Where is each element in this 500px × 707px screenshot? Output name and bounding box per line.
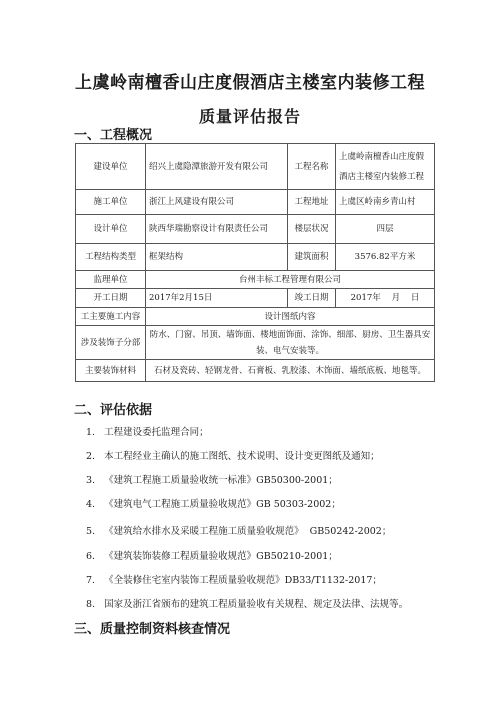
table-cell-label: 建设单位 [76, 144, 146, 190]
section-heading-overview: 一、工程概况 [74, 128, 153, 143]
list-item: 7. 《全装修住宅室内装饰工程质量验收规范》DB33/T1132-2017； [86, 575, 382, 586]
table-cell-label: 主要装饰材料 [76, 360, 146, 382]
table-cell-label: 设计单位 [76, 215, 146, 244]
section-heading-quality-data: 三、质量控制资料核查情况 [74, 622, 231, 637]
table-cell-label: 工程名称 [288, 144, 336, 190]
table-cell-value: 绍兴上虞隐潭旅游开发有限公司 [146, 144, 288, 190]
document-title: 上虞岭南檀香山庄度假酒店主楼室内装修工程 [75, 73, 425, 93]
table-row [76, 244, 435, 271]
table-cell-value: 防水、门窗、吊顶、墙饰面、楼地面饰面、涂饰、细部、厨房、卫生器具安装、电气安装等。 [146, 326, 435, 360]
table-row [76, 326, 435, 360]
table-cell-label: 竣工日期 [288, 289, 336, 308]
table-cell-label: 建筑面积 [288, 244, 336, 271]
table-row [76, 190, 435, 215]
table-cell-value: 陕西华瑞勘察设计有限责任公司 [146, 215, 288, 244]
table-cell-label: 工主要施工内容 [76, 308, 146, 326]
table-row [76, 289, 435, 308]
table-cell-label: 涉及装饰子分部 [76, 326, 146, 360]
table-cell-label: 楼层状况 [288, 215, 336, 244]
table-cell-label: 开工日期 [76, 289, 146, 308]
list-item: 8. 国家及浙江省颁布的建筑工程质量验收有关规程、规定及法律、法规等。 [86, 599, 409, 610]
list-item: 5. 《建筑给水排水及采暖工程施工质量验收规范》 GB50242-2002； [86, 526, 392, 537]
table-cell-value: 设计图纸内容 [146, 308, 435, 326]
table-cell-value: 3576.82平方米 [336, 244, 435, 271]
table-cell-value: 框架结构 [146, 244, 288, 271]
document-subtitle: 质量评估报告 [198, 107, 301, 126]
table-row [76, 360, 435, 382]
table-row [76, 271, 435, 289]
table-cell-value: 上虞区岭南乡青山村 [336, 190, 435, 215]
table-cell-value: 2017年2月15日 [146, 289, 288, 308]
table-cell-value: 四层 [336, 215, 435, 244]
list-item: 1. 工程建设委托监理合同； [86, 427, 209, 438]
section-heading-basis: 二、评估依据 [74, 403, 153, 418]
table-cell-value: 2017年 月 日 [336, 289, 435, 308]
table-cell-value: 石材及瓷砖、轻钢龙骨、石膏板、乳胶漆、木饰面、墙纸底板、地毯等。 [146, 360, 435, 382]
list-item: 4. 《建筑电气工程施工质量验收规范》GB 50303-2002； [86, 499, 341, 510]
table-row [76, 144, 435, 190]
table-cell-label: 工程地址 [288, 190, 336, 215]
project-overview-table [75, 143, 435, 382]
table-row [76, 215, 435, 244]
table-cell-label: 工程结构类型 [76, 244, 146, 271]
table-row [76, 308, 435, 326]
table-cell-value: 浙江上风建设有限公司 [146, 190, 288, 215]
table-cell-label: 监理单位 [76, 271, 146, 289]
table-cell-label: 施工单位 [76, 190, 146, 215]
list-item: 6. 《建筑装饰装修工程质量验收规范》GB50210-2001； [86, 551, 338, 562]
list-item: 3. 《建筑工程施工质量验收统一标准》GB50300-2001； [86, 475, 338, 486]
table-cell-value: 台州丰标工程管理有限公司 [146, 271, 435, 289]
table-cell-value: 上虞岭南檀香山庄度假酒店主楼室内装修工程 [336, 144, 435, 190]
list-item: 2. 本工程经业主确认的施工图纸、技术说明、设计变更图纸及通知； [86, 451, 380, 462]
